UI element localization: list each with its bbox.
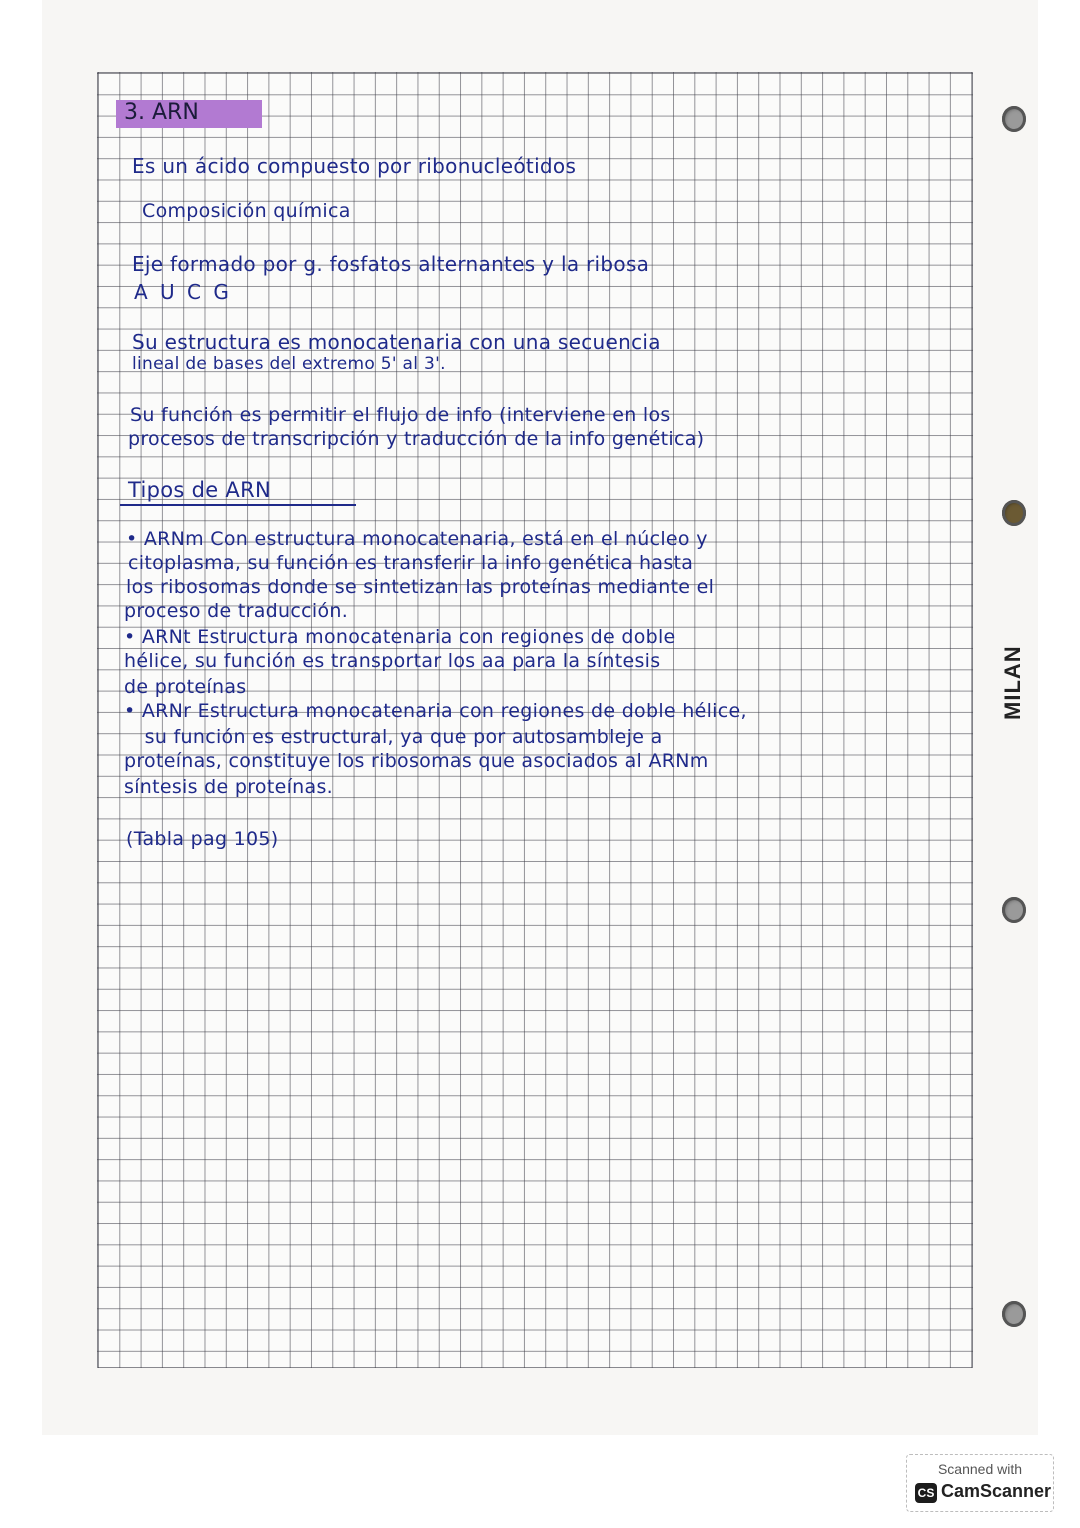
- punch-hole-icon: [1002, 1301, 1026, 1327]
- function-line-2: procesos de transcripción y traducción de la info genética): [128, 428, 705, 450]
- types-title: Tipos de ARN: [128, 478, 272, 502]
- scanner-caption: Scanned with: [937, 1461, 1023, 1477]
- types-title-underline: [120, 504, 356, 506]
- type-arnt-line-1: • ARNt Estructura monocatenaria con regiones de doble: [124, 626, 676, 648]
- type-arnr-line-3: proteínas, constituye los ribosomas que asociados al ARNm: [124, 750, 709, 772]
- punch-hole-icon: [1002, 500, 1026, 526]
- type-arnr-line-2: su función es estructural, ya que por autosambleje a: [132, 726, 663, 748]
- page-title: 3. ARN: [124, 100, 199, 125]
- type-arnt-line-3: de proteínas: [124, 676, 247, 698]
- brand-label: MILAN: [1000, 645, 1025, 720]
- table-reference-note: (Tabla pag 105): [126, 828, 279, 850]
- axis-line: Eje formado por g. fosfatos alternantes y la ribosa: [132, 252, 650, 276]
- type-arnm-line-1: • ARNm Con estructura monocatenaria, está en el núcleo y: [126, 528, 708, 550]
- function-line-1: Su función es permitir el flujo de info (interviene en los: [130, 404, 671, 426]
- type-arnr-line-4: síntesis de proteínas.: [124, 776, 333, 798]
- type-arnt-line-2: hélice, su función es transportar los aa para la síntesis: [124, 650, 661, 672]
- scanner-watermark: [906, 1454, 1054, 1512]
- punch-hole-icon: [1002, 106, 1026, 132]
- type-arnm-line-2: citoplasma, su función es transferir la info genética hasta: [128, 552, 694, 574]
- bases-line: A U C G: [134, 280, 232, 304]
- type-arnr-line-1: • ARNr Estructura monocatenaria con regiones de doble hélice,: [124, 700, 747, 722]
- structure-line-2: lineal de bases del extremo 5' al 3'.: [132, 354, 446, 374]
- intro-line: Es un ácido compuesto por ribonucleótidos: [132, 154, 577, 178]
- section-composition: Composición química: [142, 200, 351, 222]
- camscanner-logo-icon: CS: [915, 1483, 937, 1503]
- structure-line-1: Su estructura es monocatenaria con una secuencia: [132, 330, 661, 354]
- scanner-brand: CamScanner: [941, 1481, 1052, 1501]
- type-arnm-line-4: proceso de traducción.: [124, 600, 349, 622]
- punch-hole-icon: [1002, 897, 1026, 923]
- type-arnm-line-3: los ribosomas donde se sintetizan las proteínas mediante el: [126, 576, 715, 598]
